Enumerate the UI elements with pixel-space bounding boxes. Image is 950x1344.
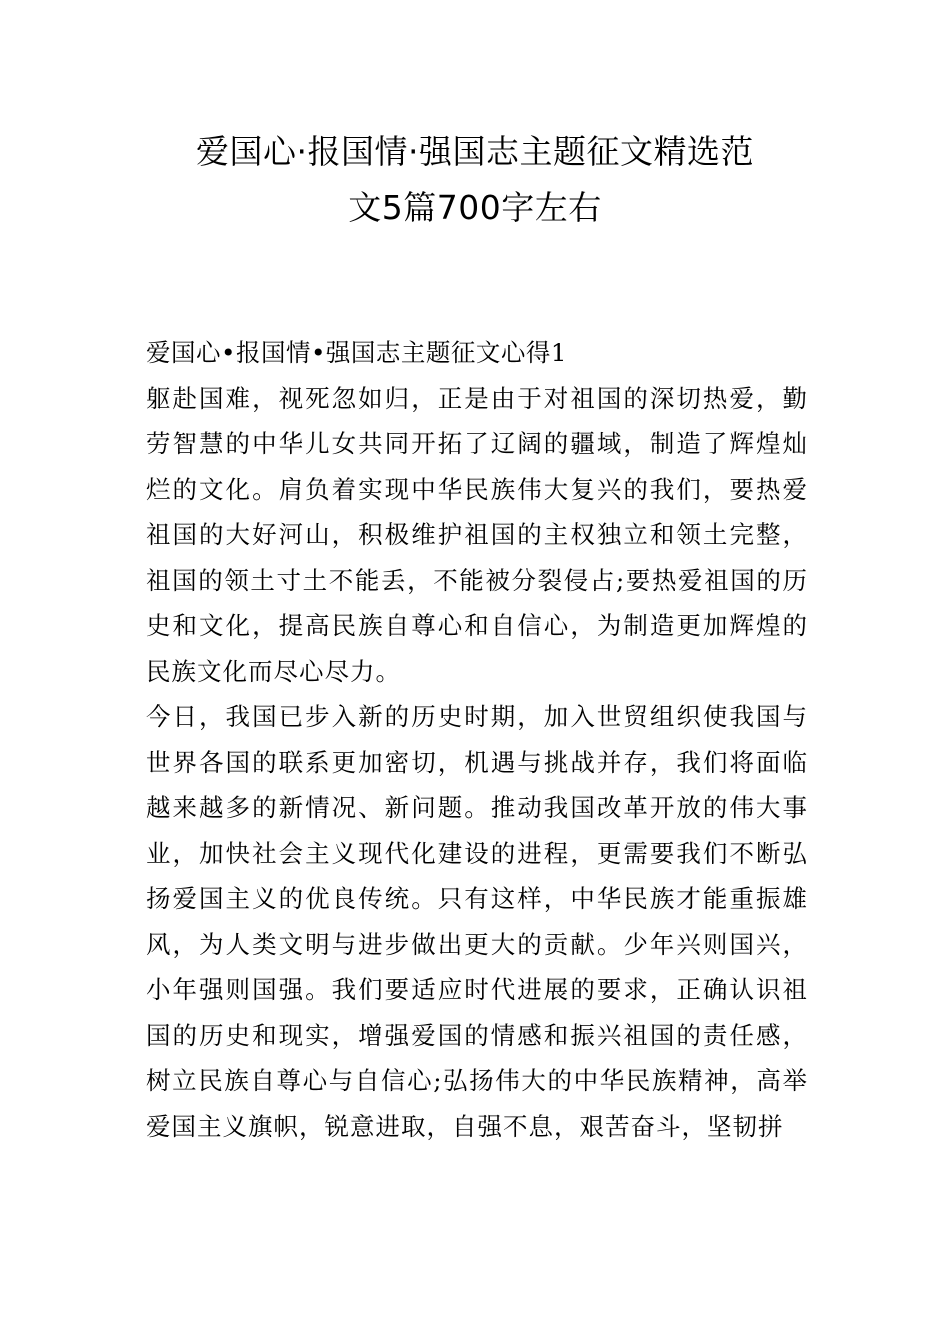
section-heading: 爱国心•报国情•强国志主题征文心得1 — [146, 338, 567, 367]
body-paragraph-2: 今日，我国已步入新的历史时期，加入世贸组织使我国与世界各国的联系更加密切，机遇与挑战并存，我们将面临越来越多的新情况、新问题。推动我国改革开放的伟大事业，加快社会主义现代化建设的进程，更需要我们不断弘扬爱国主义的优良传统。只有这样，中华民族才能重振雄风，为人类文明与进步做出更大的贡献。少年兴则国兴，小年强则国强。我们要适应时代进展的要求，正确认识祖国的历史和现实，增强爱国的情感和振兴祖国的责任感，树立民族自尊心与自信心;弘扬伟大的中华民族精神，高举爱国主义旗帜，锐意进取，自强不息，艰苦奋斗，坚韧拼 — [146, 702, 808, 1141]
document-title-line-1: 爱国心·报国情·强国志主题征文精选范 — [196, 132, 754, 171]
body-paragraph-1: 躯赴国难，视死忽如归，正是由于对祖国的深切热爱，勤劳智慧的中华儿女共同开拓了辽阔的疆域，制造了辉煌灿烂的文化。肩负着实现中华民族伟大复兴的我们，要热爱祖国的大好河山，积极维护祖国的主权独立和领土完整，祖国的领土寸土不能丢，不能被分裂侵占;要热爱祖国的历史和文化，提高民族自尊心和自信心，为制造更加辉煌的民族文化而尽心尽力。 — [146, 383, 808, 686]
document-body — [146, 330, 808, 1149]
document-title — [140, 124, 810, 236]
document-title-line-2: 文5篇700字左右 — [348, 188, 602, 227]
